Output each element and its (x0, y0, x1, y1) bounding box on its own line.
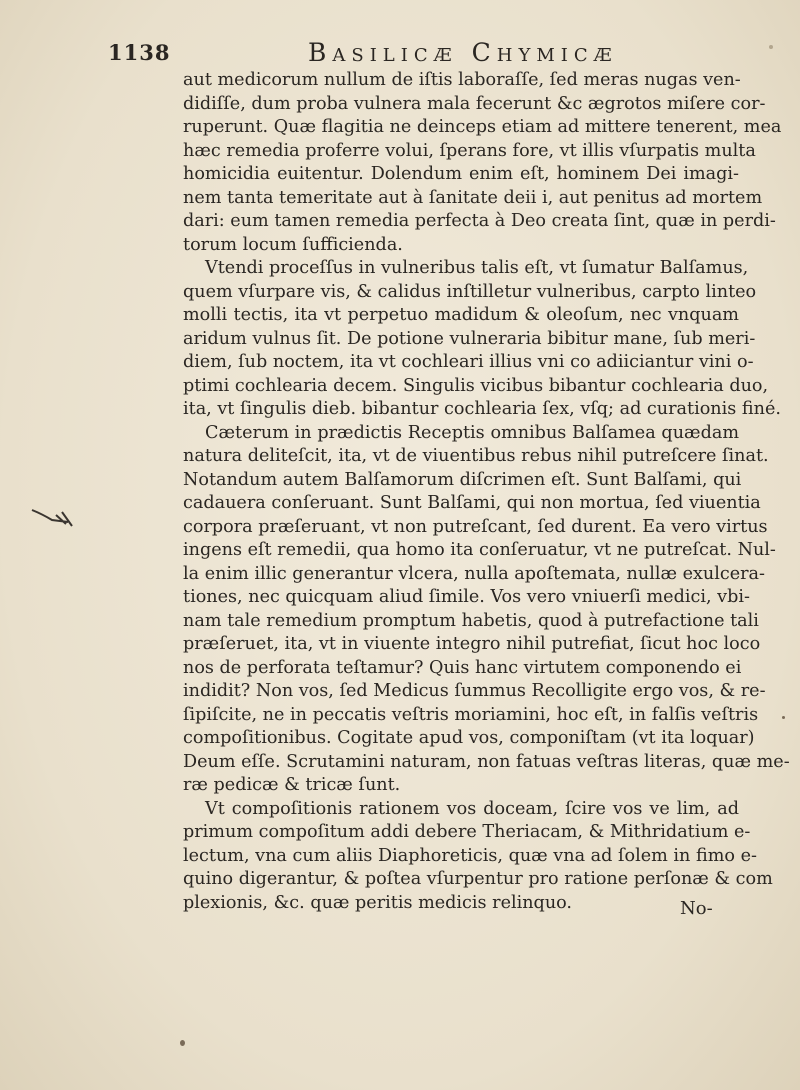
text-line: quino digerantur, & poſtea vſurpentur pro ratione perſonæ & com (183, 869, 773, 889)
text-line: Deum eſſe. Scrutamini naturam, non fatuas veſtras literas, quæ me- (183, 751, 790, 772)
text-line: indidit? Non vos, ſed Medicus ſummus Recolligite ergo vos, & re- (183, 681, 766, 701)
text-line: Vtendi proceſſus in vulneribus talis eſt, vt ſumatur Balſamus, (205, 258, 749, 278)
text-line: nam tale remedium promptum habetis, quod à putrefactione tali (183, 610, 759, 631)
text-line: præſeruet, ita, vt in viuente integro nihil putrefiat, ſicut hoc loco (183, 634, 761, 654)
text-line: quem vſurpare vis, & calidus inſtilletur vulneribus, carpto linteo (183, 281, 757, 302)
text-line: Cæterum in prædictis Receptis omnibus Balſamea quædam (205, 422, 739, 443)
text-line: nem tanta temeritate aut à ſanitate deii i, aut penitus ad mortem (183, 187, 763, 208)
marginal-ink-mark (28, 500, 83, 530)
page-number: 1138 (108, 40, 171, 65)
body-text (183, 69, 790, 915)
text-line: plexionis, &c. quæ peritis medicis relinquo. (183, 892, 573, 913)
text-line: ingens eſt remedii, qua homo ita conſeruatur, vt ne putreſcat. Nul- (183, 540, 776, 560)
text-line: homicidia euitentur. Dolendum enim eſt, hominem Dei imagi- (183, 164, 739, 184)
running-title: Basilicæ Chymicæ (308, 38, 618, 67)
text-line: natura delitеſcit, ita, vt de viuentibus rebus nihil putreſcere ſinat. (183, 446, 769, 466)
text-line: hæc remedia proferre volui, ſperans fore, vt illis vſurpatis multa (183, 140, 756, 161)
text-line: primum compoſitum addi debere Theriacam, & Mithridatium e- (183, 822, 751, 842)
text-line: aridum vulnus ſit. De potione vulneraria bibitur mane, ſub meri- (183, 328, 756, 349)
ink-spot (769, 45, 773, 49)
text-line: torum locum ſufficienda. (183, 234, 403, 255)
text-line: Vt compoſitionis rationem vos doceam, ſcire vos ve lim, ad (205, 798, 739, 819)
text-line: molli tectis, ita vt perpetuo madidum & oleoſum, nec vnquam (183, 305, 739, 325)
text-line: la enim illic generantur vlcera, nulla apoſtemata, nullæ exulcera- (183, 563, 765, 584)
text-line: lectum, vna cum aliis Diaphoreticis, quæ vna ad ſolem in fimo e- (183, 845, 757, 866)
text-line: cadauera conſeruant. Sunt Balſami, qui non mortua, ſed viuentia (183, 493, 761, 513)
text-line: Notandum autem Balſamorum diſcrimen eſt. Sunt Balſami, qui (183, 469, 742, 490)
text-line: didiſſe, dum proba vulnera mala fecerunt &c ægrotos miſere cor- (183, 93, 766, 114)
text-line: compoſitionibus. Cogitate apud vos, componiſtam (vt ita loquar) (183, 728, 755, 748)
catchword: No- (680, 898, 713, 919)
text-line: dari: eum tamen remedia perfecta à Deo creata ſint, quæ in perdi- (183, 211, 776, 231)
text-line: ita, vt ſingulis dieb. bibantur cochlearia ſex, vſq; ad curationis finé. (183, 399, 781, 419)
ink-spot (180, 1040, 185, 1046)
text-line: diem, ſub noctem, ita vt cochleari illius vni co adiiciantur vini o- (183, 352, 754, 372)
text-line: ſipiſcite, ne in peccatis veſtris moriamini, hoc eſt, in falſis veſtris (183, 704, 759, 725)
text-line: corpora præſeruant, vt non putreſcant, ſed durent. Ea vero virtus (183, 516, 768, 537)
text-line: tiones, nec quicquam aliud ſimile. Vos vero vniuerſi medici, vbi- (183, 587, 750, 607)
text-line: ræ pedicæ & tricæ ſunt. (183, 775, 401, 795)
ink-spot (782, 716, 785, 719)
text-line: ptimi cochlearia decem. Singulis vicibus bibantur cochlearia duo, (183, 375, 769, 396)
text-line: nos de perforata teſtamur? Quis hanc virtutem componendo ei (183, 657, 742, 678)
text-line: ruperunt. Quæ flagitia ne deinceps etiam ad mittere tenerent, mea (183, 117, 782, 137)
text-line: aut medicorum nullum de iſtis laboraſſe, ſed meras nugas ven- (183, 70, 741, 90)
